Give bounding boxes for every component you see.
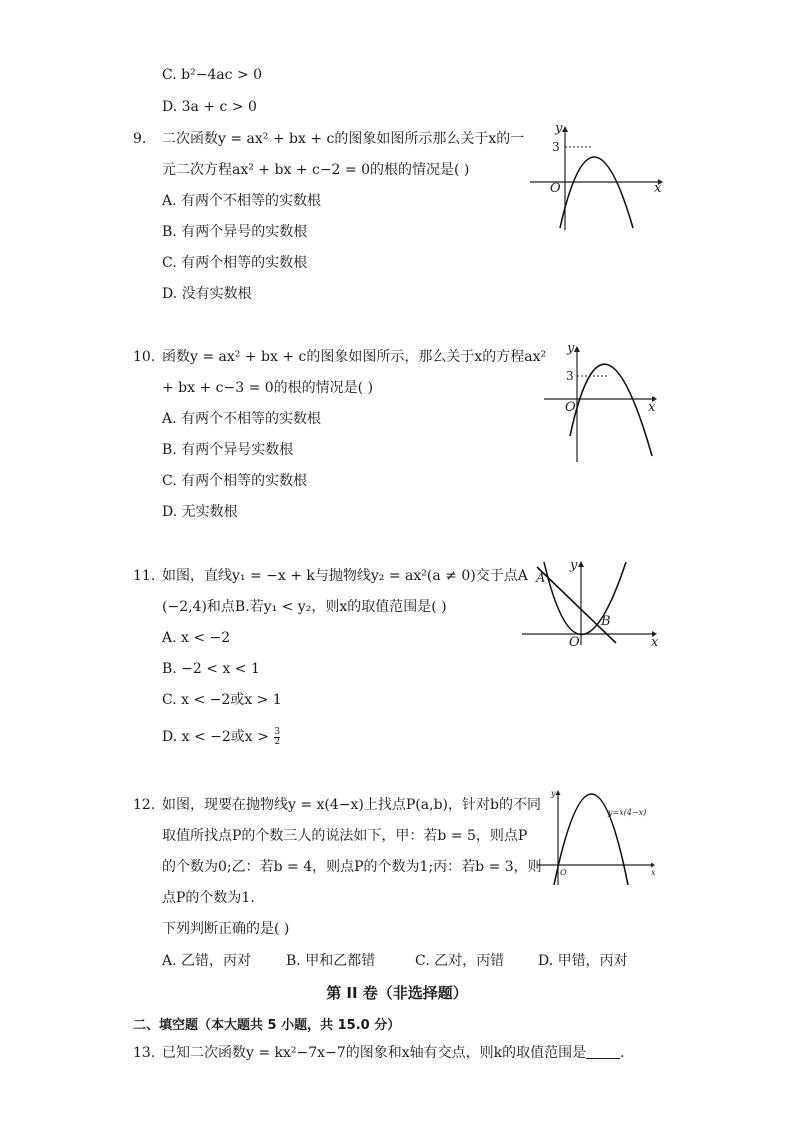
q10-parabola-figure [540,340,670,464]
q9-y-label: y [555,121,563,136]
q10-stem-line1: 函数y = ax² + bx + c的图象如图所示，那么关于x的方程ax² [162,349,547,365]
part2-title: 第 II 卷（非选择题） [326,984,468,1002]
q11-number: 11. [133,568,156,584]
q10-max-label: 3 [566,369,574,383]
q11-option-c: C. x < −2或x > 1 [162,692,282,708]
q9-parabola-curve [560,157,633,228]
q12-parabola-figure [535,785,665,890]
q11-origin-label: O [569,635,580,650]
q11-option-b: B. −2 < x < 1 [162,661,260,677]
q12-curve-label: y=x(4−x) [608,808,647,817]
q11-option-d [162,727,280,747]
q11-point-a-label: A [536,571,546,586]
q10-option-a: A. 有两个不相等的实数根 [162,411,322,427]
q13-end: . [620,1045,625,1061]
q10-stem-line2: + bx + c−3 = 0的根的情况是( ) [162,380,374,396]
q8-option-c: C. b²−4ac > 0 [162,67,263,83]
q10-option-c: C. 有两个相等的实数根 [162,473,308,489]
q9-option-d: D. 没有实数根 [162,286,252,302]
q12-option-b: B. 甲和乙都错 [286,953,376,969]
q9-max-label: 3 [552,140,560,154]
q9-option-b: B. 有两个异号的实数根 [162,224,308,240]
q9-parabola-figure [530,120,670,232]
q12-stem-line3: 的个数为0;乙：若b = 4，则点P的个数为1;丙：若b = 3，则 [162,859,542,875]
q11-y-label: y [570,558,578,573]
q11-fraction-numerator: 3 [274,726,281,737]
q9-option-c: C. 有两个相等的实数根 [162,255,308,271]
q11-stem-line1: 如图，直线y₁ = −x + k与抛物线y₂ = ax²(a ≠ 0)交于点A [162,568,528,584]
q11-line-parabola-figure [520,555,670,650]
q12-stem-line4: 点P的个数为1. [162,890,255,906]
q11-option-d-text: D. x < −2或x > [162,729,274,745]
q10-parabola-curve [570,364,652,456]
q11-x-label: x [651,635,659,650]
q9-x-label: x [654,181,662,196]
q12-stem-line1: 如图，现要在抛物线y = x(4−x)上找点P(a,b)，针对b的不同 [162,797,541,813]
q12-option-a: A. 乙错，丙对 [162,953,252,969]
q11-fraction-denominator: 2 [274,736,281,747]
q11-stem-line2: (−2,4)和点B.若y₁ < y₂，则x的取值范围是( ) [162,599,447,615]
q11-option-a: A. x < −2 [162,630,231,646]
q11-point-b-label: B [601,614,611,629]
q10-x-label: x [648,400,656,415]
q12-option-c: C. 乙对，丙错 [415,953,505,969]
q10-option-b: B. 有两个异号实数根 [162,442,294,458]
q10-option-d: D. 无实数根 [162,504,238,520]
q13-answer-blank[interactable] [586,1044,620,1059]
q10-origin-label: O [565,400,576,415]
q11-parabola-curve [544,562,626,635]
q9-stem-line2: 元二次方程ax² + bx + c−2 = 0的根的情况是( ) [162,162,470,178]
q10-y-label: y [567,341,575,356]
q12-x-label: x [651,868,656,877]
q11-line [537,567,616,643]
q9-number: 9. [133,131,147,147]
q8-option-d: D. 3a + c > 0 [162,99,257,115]
q10-number: 10. [133,349,156,365]
q13-number: 13. [133,1045,156,1061]
q9-stem-line1: 二次函数y = ax² + bx + c的图象如图所示那么关于x的一 [162,131,525,147]
q12-prompt: 下列判断正确的是( ) [162,921,290,937]
q12-origin-label: O [560,868,567,877]
q13-stem: 已知二次函数y = kx²−7x−7的图象和x轴有交点，则k的取值范围是 [162,1045,587,1061]
section2-title: 二、填空题（本大题共 5 小题，共 15.0 分） [133,1018,401,1033]
q12-option-d: D. 甲错，丙对 [538,953,628,969]
q12-stem-line2: 取值所找点P的个数三人的说法如下，甲：若b = 5，则点P [162,828,528,844]
q13-stem-line [162,1043,625,1063]
q9-origin-label: O [550,181,561,196]
q12-number: 12. [133,797,156,813]
q9-option-a: A. 有两个不相等的实数根 [162,193,322,209]
q11-option-d-fraction [274,728,280,747]
q12-y-label: y [551,789,556,798]
